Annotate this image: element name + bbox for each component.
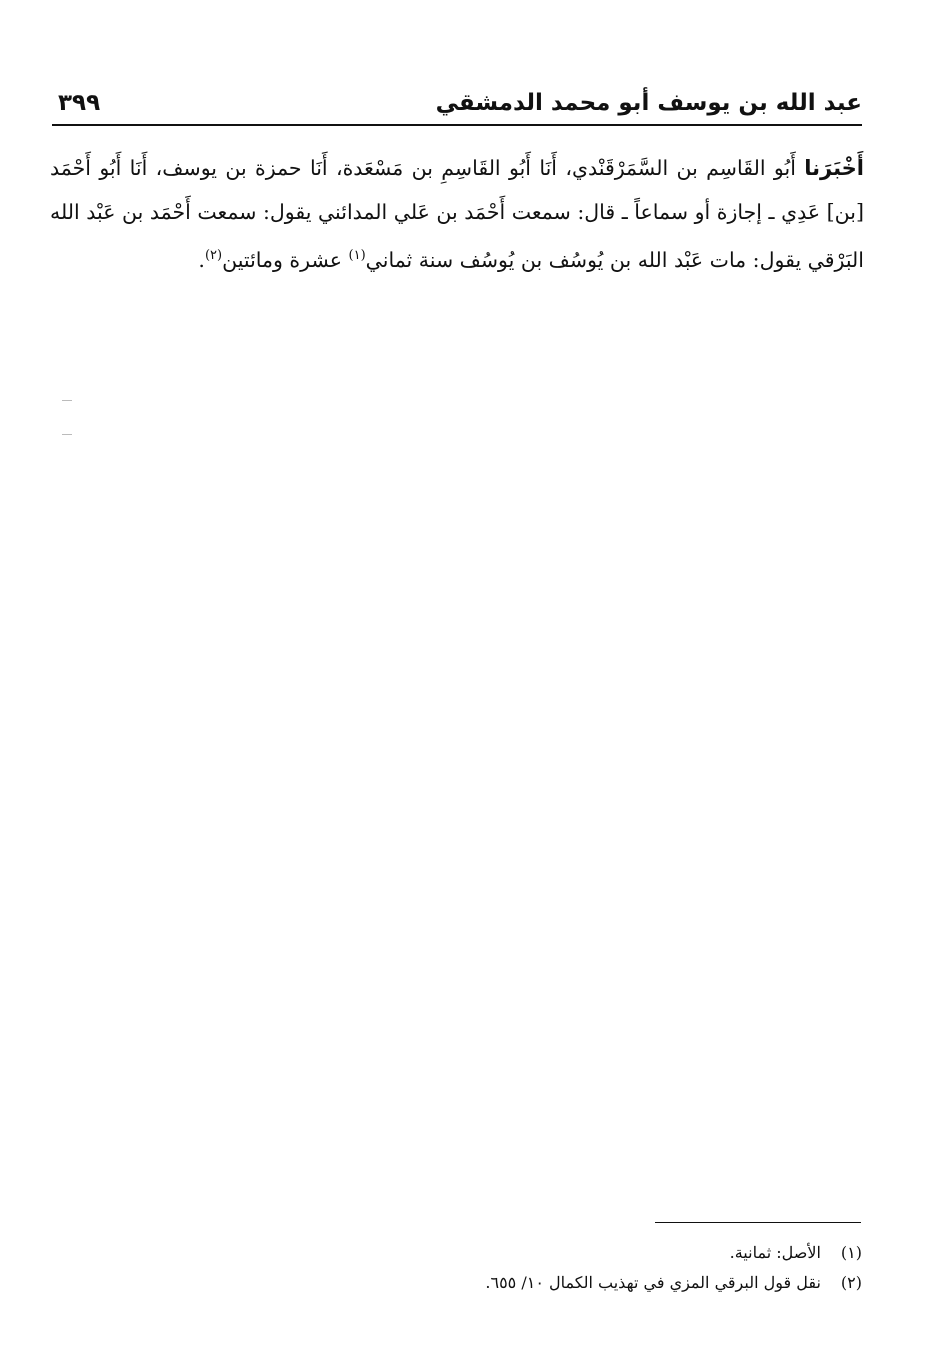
- margin-mark: [62, 400, 72, 401]
- footnote-item: [300, 1268, 862, 1298]
- footnote-text: الأصل: ثمانية.: [729, 1243, 821, 1262]
- final-period: .: [198, 247, 205, 272]
- page-header: [52, 88, 862, 124]
- page-number: ٣٩٩: [58, 90, 101, 116]
- paragraph-text: أَبُو القَاسِم بن السَّمَرْقَنْدي، أَنَا أَبُو القَاسِمِ بن مَسْعَدة، أَنَا حمزة بن يوسف، أَنَا أَبُو أَحْمَد [بن] عَدِي ـ إجازة أو سماعاً ـ قال: سمعت أَحْمَد بن عَلي المدائني يقول: سمعت أَحْمَد بن عَبْد الله البَرْقي يقول: مات عَبْد الله بن يُوسُف بن يُوسُف سنة ثماني: [50, 156, 864, 272]
- footnote-number: (٢): [840, 1273, 862, 1292]
- margin-mark: [62, 434, 72, 435]
- footnote-number: (١): [840, 1243, 862, 1262]
- footnote-ref-2: (٢): [204, 248, 223, 263]
- lead-word: أَخْبَرَنا: [804, 156, 864, 180]
- body-paragraph: [50, 146, 864, 282]
- paragraph-text-end: عشرة ومائتين: [222, 247, 349, 272]
- footnote-rule: [655, 1222, 861, 1223]
- footnotes: [300, 1238, 862, 1298]
- footnote-text: نقل قول البرقي المزي في تهذيب الكمال ١٠/ ٦٥٥.: [485, 1273, 821, 1292]
- header-rule: [52, 124, 862, 126]
- footnote-item: [300, 1238, 862, 1268]
- running-head: عبد الله بن يوسف أبو محمد الدمشقي: [435, 90, 862, 116]
- footnote-ref-1: (١): [348, 248, 366, 263]
